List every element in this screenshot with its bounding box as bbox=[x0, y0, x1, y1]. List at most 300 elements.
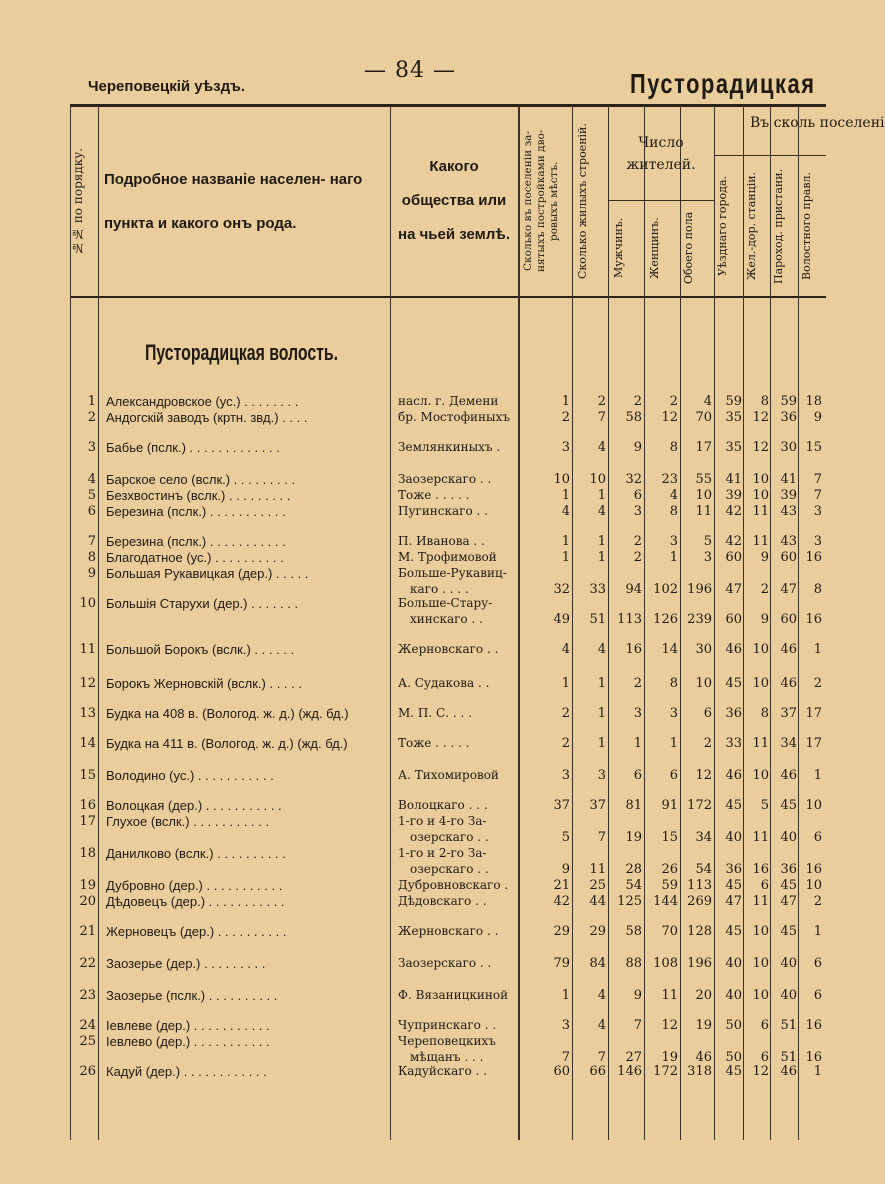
value-cell: 146 bbox=[617, 1064, 642, 1079]
value-cell: 10 bbox=[589, 472, 606, 487]
value-cell: 8 bbox=[760, 706, 769, 721]
value-cell: 8 bbox=[669, 504, 678, 519]
value-cell: 8 bbox=[669, 440, 678, 455]
distance-subrule bbox=[714, 155, 826, 156]
row-number: 10 bbox=[79, 596, 96, 611]
value-cell: 1 bbox=[561, 394, 570, 409]
value-cell: 59 bbox=[780, 394, 797, 409]
header-both: Обоего пола bbox=[682, 211, 695, 285]
place-name: Дубровно (дер.) . . . . . . . . . . . bbox=[106, 878, 283, 893]
row-number: 3 bbox=[87, 440, 96, 455]
value-cell: 6 bbox=[813, 956, 822, 971]
society-name: Чупринскаго . . bbox=[398, 1018, 497, 1032]
value-cell: 3 bbox=[561, 768, 570, 783]
value-cell: 26 bbox=[661, 862, 678, 877]
value-cell: 17 bbox=[695, 440, 712, 455]
value-cell: 126 bbox=[653, 612, 678, 627]
value-cell: 12 bbox=[695, 768, 712, 783]
value-cell: 43 bbox=[780, 534, 797, 549]
value-cell: 17 bbox=[805, 736, 822, 751]
value-cell: 45 bbox=[780, 924, 797, 939]
value-cell: 1 bbox=[597, 736, 606, 751]
value-cell: 1 bbox=[669, 550, 678, 565]
value-cell: 125 bbox=[617, 894, 642, 909]
column-line bbox=[770, 106, 771, 1140]
value-cell: 19 bbox=[695, 1018, 712, 1033]
place-name: Безхвостинъ (вслк.) . . . . . . . . . bbox=[106, 488, 291, 503]
residents-subrule bbox=[608, 200, 714, 201]
value-cell: 2 bbox=[633, 394, 642, 409]
society-name: Тоже . . . . . bbox=[398, 736, 470, 750]
value-cell: 2 bbox=[703, 736, 712, 751]
value-cell: 42 bbox=[725, 534, 742, 549]
society-name: 1-го и 4-го За- bbox=[398, 814, 487, 828]
value-cell: 1 bbox=[813, 924, 822, 939]
table-row bbox=[0, 534, 826, 550]
value-cell: 7 bbox=[561, 1050, 570, 1065]
value-cell: 12 bbox=[661, 410, 678, 425]
row-number: 5 bbox=[87, 488, 96, 503]
value-cell: 23 bbox=[661, 472, 678, 487]
value-cell: 40 bbox=[725, 830, 742, 845]
value-cell: 1 bbox=[813, 642, 822, 657]
value-cell: 45 bbox=[780, 878, 797, 893]
row-number: 26 bbox=[79, 1064, 96, 1079]
value-cell: 3 bbox=[703, 550, 712, 565]
value-cell: 7 bbox=[813, 472, 822, 487]
value-cell: 36 bbox=[780, 862, 797, 877]
table-row bbox=[0, 814, 826, 845]
value-cell: 4 bbox=[597, 642, 606, 657]
table-row bbox=[0, 706, 826, 722]
row-number: 6 bbox=[87, 504, 96, 519]
value-cell: 6 bbox=[633, 768, 642, 783]
value-cell: 1 bbox=[597, 706, 606, 721]
value-cell: 45 bbox=[725, 798, 742, 813]
value-cell: 10 bbox=[752, 768, 769, 783]
table-row bbox=[0, 1034, 826, 1065]
place-name: Березина (пслк.) . . . . . . . . . . . bbox=[106, 534, 286, 549]
table-row bbox=[0, 1064, 826, 1080]
value-cell: 41 bbox=[780, 472, 797, 487]
value-cell: 2 bbox=[633, 676, 642, 691]
value-cell: 60 bbox=[725, 550, 742, 565]
value-cell: 25 bbox=[589, 878, 606, 893]
value-cell: 6 bbox=[703, 706, 712, 721]
value-cell: 102 bbox=[653, 582, 678, 597]
value-cell: 70 bbox=[695, 410, 712, 425]
value-cell: 46 bbox=[780, 768, 797, 783]
value-cell: 1 bbox=[597, 534, 606, 549]
table-row bbox=[0, 440, 826, 456]
column-line bbox=[98, 106, 99, 1140]
value-cell: 15 bbox=[661, 830, 678, 845]
value-cell: 4 bbox=[597, 1018, 606, 1033]
value-cell: 2 bbox=[669, 394, 678, 409]
value-cell: 36 bbox=[780, 410, 797, 425]
society-name: насл. г. Демени bbox=[398, 394, 499, 408]
value-cell: 46 bbox=[725, 768, 742, 783]
value-cell: 4 bbox=[597, 440, 606, 455]
value-cell: 27 bbox=[625, 1050, 642, 1065]
value-cell: 46 bbox=[780, 642, 797, 657]
value-cell: 60 bbox=[553, 1064, 570, 1079]
value-cell: 9 bbox=[760, 550, 769, 565]
value-cell: 6 bbox=[760, 878, 769, 893]
value-cell: 3 bbox=[561, 440, 570, 455]
value-cell: 10 bbox=[752, 956, 769, 971]
society-name: Дѣдовскаго . . bbox=[398, 894, 487, 908]
value-cell: 2 bbox=[633, 550, 642, 565]
section-title: Пусторадицкая волость. bbox=[145, 340, 339, 365]
value-cell: 3 bbox=[669, 534, 678, 549]
value-cell: 16 bbox=[805, 550, 822, 565]
value-cell: 4 bbox=[597, 504, 606, 519]
value-cell: 8 bbox=[813, 582, 822, 597]
value-cell: 51 bbox=[780, 1018, 797, 1033]
value-cell: 3 bbox=[633, 504, 642, 519]
value-cell: 19 bbox=[661, 1050, 678, 1065]
value-cell: 39 bbox=[780, 488, 797, 503]
place-name: Большой Борокъ (вслк.) . . . . . . bbox=[106, 642, 295, 657]
value-cell: 6 bbox=[813, 988, 822, 1003]
column-line bbox=[714, 106, 715, 1140]
header-town: Уѣзднаго города. bbox=[716, 176, 729, 277]
society-name: Волоцкаго . . . bbox=[398, 798, 488, 812]
value-cell: 11 bbox=[752, 830, 769, 845]
place-name: Іевлеве (дер.) . . . . . . . . . . . bbox=[106, 1018, 270, 1033]
value-cell: 30 bbox=[780, 440, 797, 455]
place-name: Данилково (вслк.) . . . . . . . . . . bbox=[106, 846, 286, 861]
society-name: Череповецкихъ bbox=[398, 1034, 496, 1048]
place-name: Іевлево (дер.) . . . . . . . . . . . bbox=[106, 1034, 270, 1049]
place-name: Заозерье (дер.) . . . . . . . . . bbox=[106, 956, 266, 971]
value-cell: 1 bbox=[561, 488, 570, 503]
value-cell: 4 bbox=[561, 642, 570, 657]
value-cell: 15 bbox=[805, 440, 822, 455]
value-cell: 239 bbox=[687, 612, 712, 627]
value-cell: 19 bbox=[625, 830, 642, 845]
header-women: Женщинъ. bbox=[648, 217, 661, 279]
value-cell: 46 bbox=[695, 1050, 712, 1065]
table-row bbox=[0, 472, 826, 488]
value-cell: 11 bbox=[589, 862, 606, 877]
value-cell: 6 bbox=[633, 488, 642, 503]
value-cell: 59 bbox=[725, 394, 742, 409]
value-cell: 45 bbox=[725, 676, 742, 691]
society-name: Кадуйскаго . . bbox=[398, 1064, 488, 1078]
value-cell: 2 bbox=[813, 676, 822, 691]
value-cell: 4 bbox=[669, 488, 678, 503]
value-cell: 21 bbox=[553, 878, 570, 893]
value-cell: 5 bbox=[703, 534, 712, 549]
column-line bbox=[680, 106, 681, 1140]
value-cell: 8 bbox=[760, 394, 769, 409]
value-cell: 84 bbox=[589, 956, 606, 971]
society-name: А. Судакова . . bbox=[398, 676, 490, 690]
value-cell: 1 bbox=[633, 736, 642, 751]
value-cell: 7 bbox=[597, 1050, 606, 1065]
value-cell: 41 bbox=[725, 472, 742, 487]
value-cell: 10 bbox=[752, 472, 769, 487]
value-cell: 128 bbox=[687, 924, 712, 939]
district-title: Череповецкій уѣздъ. bbox=[88, 78, 246, 95]
value-cell: 2 bbox=[561, 410, 570, 425]
value-cell: 12 bbox=[661, 1018, 678, 1033]
value-cell: 45 bbox=[725, 1064, 742, 1079]
table-row bbox=[0, 924, 826, 940]
row-number: 23 bbox=[79, 988, 96, 1003]
value-cell: 51 bbox=[589, 612, 606, 627]
table-row bbox=[0, 894, 826, 910]
value-cell: 1 bbox=[813, 768, 822, 783]
value-cell: 28 bbox=[625, 862, 642, 877]
header-rail: Жел.-дор. станціи. bbox=[745, 171, 758, 281]
value-cell: 9 bbox=[561, 862, 570, 877]
value-cell: 10 bbox=[695, 488, 712, 503]
table-row bbox=[0, 488, 826, 504]
value-cell: 10 bbox=[752, 924, 769, 939]
place-name: Дѣдовецъ (дер.) . . . . . . . . . . . bbox=[106, 894, 285, 909]
value-cell: 39 bbox=[725, 488, 742, 503]
row-number: 14 bbox=[79, 736, 96, 751]
society-name: Землянкиныхъ . bbox=[398, 440, 501, 454]
society-name-continued: озерскаго . . bbox=[410, 862, 489, 876]
value-cell: 9 bbox=[813, 410, 822, 425]
value-cell: 12 bbox=[752, 1064, 769, 1079]
value-cell: 60 bbox=[780, 550, 797, 565]
table-row bbox=[0, 846, 826, 877]
society-name: Пугинскаго . . bbox=[398, 504, 488, 518]
table-row bbox=[0, 676, 826, 692]
value-cell: 37 bbox=[780, 706, 797, 721]
value-cell: 18 bbox=[805, 394, 822, 409]
value-cell: 10 bbox=[752, 676, 769, 691]
column-line bbox=[390, 106, 391, 1140]
row-number: 4 bbox=[87, 472, 96, 487]
table-row bbox=[0, 550, 826, 566]
row-number: 24 bbox=[79, 1018, 96, 1033]
row-number: 16 bbox=[79, 798, 96, 813]
society-name-continued: хинскаго . . bbox=[410, 612, 483, 626]
table-row bbox=[0, 394, 826, 410]
value-cell: 9 bbox=[633, 988, 642, 1003]
society-name: 1-го и 2-го За- bbox=[398, 846, 487, 860]
value-cell: 33 bbox=[589, 582, 606, 597]
value-cell: 40 bbox=[780, 988, 797, 1003]
table-row bbox=[0, 736, 826, 752]
table-row bbox=[0, 798, 826, 814]
header-residents: Число жителей. bbox=[626, 135, 696, 173]
row-number: 8 bbox=[87, 550, 96, 565]
value-cell: 9 bbox=[760, 612, 769, 627]
value-cell: 34 bbox=[695, 830, 712, 845]
value-cell: 144 bbox=[653, 894, 678, 909]
value-cell: 45 bbox=[780, 798, 797, 813]
value-cell: 7 bbox=[597, 410, 606, 425]
value-cell: 8 bbox=[669, 676, 678, 691]
value-cell: 16 bbox=[805, 1018, 822, 1033]
value-cell: 2 bbox=[633, 534, 642, 549]
society-name: М. П. С. . . . bbox=[398, 706, 472, 720]
value-cell: 47 bbox=[780, 582, 797, 597]
place-name: Кадуй (дер.) . . . . . . . . . . . . bbox=[106, 1064, 267, 1079]
value-cell: 10 bbox=[805, 798, 822, 813]
value-cell: 34 bbox=[780, 736, 797, 751]
society-name: Больше-Рукавиц- bbox=[398, 566, 507, 580]
society-name: Тоже . . . . . bbox=[398, 488, 470, 502]
value-cell: 2 bbox=[760, 582, 769, 597]
society-name: Жерновскаго . . bbox=[398, 924, 499, 938]
row-number: 21 bbox=[79, 924, 96, 939]
society-name: П. Иванова . . bbox=[398, 534, 485, 548]
value-cell: 47 bbox=[780, 894, 797, 909]
top-rule bbox=[70, 104, 826, 107]
value-cell: 36 bbox=[725, 862, 742, 877]
row-number: 25 bbox=[79, 1034, 96, 1049]
place-name: Большая Рукавицкая (дер.) . . . . . bbox=[106, 566, 309, 581]
value-cell: 6 bbox=[760, 1018, 769, 1033]
value-cell: 196 bbox=[687, 582, 712, 597]
place-name: Борокъ Жерновскій (вслк.) . . . . . bbox=[106, 676, 302, 691]
value-cell: 32 bbox=[625, 472, 642, 487]
header-pier: Пароход. пристани. bbox=[772, 168, 785, 284]
value-cell: 66 bbox=[589, 1064, 606, 1079]
value-cell: 10 bbox=[695, 676, 712, 691]
value-cell: 58 bbox=[625, 924, 642, 939]
value-cell: 59 bbox=[661, 878, 678, 893]
society-name: М. Трофимовой bbox=[398, 550, 497, 564]
column-line bbox=[572, 106, 573, 1140]
value-cell: 2 bbox=[597, 394, 606, 409]
place-name: Володино (ус.) . . . . . . . . . . . bbox=[106, 768, 274, 783]
value-cell: 81 bbox=[625, 798, 642, 813]
value-cell: 11 bbox=[752, 504, 769, 519]
place-name: Андогскій заводъ (кртн. звд.) . . . . bbox=[106, 410, 308, 425]
value-cell: 6 bbox=[669, 768, 678, 783]
value-cell: 47 bbox=[725, 582, 742, 597]
table-row bbox=[0, 956, 826, 972]
value-cell: 46 bbox=[780, 676, 797, 691]
place-name: Волоцкая (дер.) . . . . . . . . . . . bbox=[106, 798, 282, 813]
value-cell: 2 bbox=[561, 706, 570, 721]
column-line bbox=[608, 106, 609, 1140]
row-number: 15 bbox=[79, 768, 96, 783]
column-line bbox=[644, 106, 645, 1140]
header-buildings: Сколько жилыхъ строеній. bbox=[576, 123, 589, 279]
value-cell: 40 bbox=[780, 956, 797, 971]
value-cell: 58 bbox=[625, 410, 642, 425]
value-cell: 9 bbox=[633, 440, 642, 455]
place-name: Жерновецъ (дер.) . . . . . . . . . . bbox=[106, 924, 287, 939]
value-cell: 12 bbox=[752, 440, 769, 455]
row-number: 19 bbox=[79, 878, 96, 893]
value-cell: 46 bbox=[725, 642, 742, 657]
value-cell: 172 bbox=[653, 1064, 678, 1079]
place-name: Глухое (вслк.) . . . . . . . . . . . bbox=[106, 814, 270, 829]
value-cell: 16 bbox=[805, 862, 822, 877]
place-name: Бабье (пслк.) . . . . . . . . . . . . . bbox=[106, 440, 280, 455]
value-cell: 3 bbox=[813, 504, 822, 519]
value-cell: 91 bbox=[661, 798, 678, 813]
value-cell: 60 bbox=[725, 612, 742, 627]
row-number: 13 bbox=[79, 706, 96, 721]
value-cell: 55 bbox=[695, 472, 712, 487]
society-name: Заозерскаго . . bbox=[398, 956, 492, 970]
header-men: Мужчинъ. bbox=[612, 217, 625, 279]
table-row bbox=[0, 878, 826, 894]
value-cell: 50 bbox=[725, 1018, 742, 1033]
table-row bbox=[0, 504, 826, 520]
value-cell: 40 bbox=[725, 988, 742, 1003]
society-name: Ф. Вязаницкиной bbox=[398, 988, 509, 1002]
value-cell: 2 bbox=[561, 736, 570, 751]
value-cell: 44 bbox=[589, 894, 606, 909]
value-cell: 7 bbox=[633, 1018, 642, 1033]
value-cell: 7 bbox=[597, 830, 606, 845]
value-cell: 4 bbox=[597, 988, 606, 1003]
table-row bbox=[0, 566, 826, 597]
value-cell: 16 bbox=[625, 642, 642, 657]
value-cell: 46 bbox=[780, 1064, 797, 1079]
table-row bbox=[0, 988, 826, 1004]
page-number: — 84 — bbox=[364, 58, 456, 83]
row-number: 1 bbox=[87, 394, 96, 409]
value-cell: 11 bbox=[752, 534, 769, 549]
header-settlement-count: Сколько въ поселеніи за- нятыхъ постройками дво- ровыхъ мѣстъ. bbox=[522, 129, 560, 273]
column-line bbox=[70, 106, 71, 1140]
header-name: Подробное названіе населен- наго пункта и какого онъ рода. bbox=[104, 171, 363, 232]
value-cell: 10 bbox=[752, 488, 769, 503]
header-rule bbox=[70, 296, 826, 298]
table-row bbox=[0, 596, 826, 627]
value-cell: 1 bbox=[561, 534, 570, 549]
value-cell: 10 bbox=[805, 878, 822, 893]
value-cell: 4 bbox=[703, 394, 712, 409]
header-society: Какого общества или на чьей землѣ. bbox=[398, 158, 510, 243]
value-cell: 40 bbox=[725, 956, 742, 971]
value-cell: 3 bbox=[813, 534, 822, 549]
society-name: А. Тихомировой bbox=[398, 768, 499, 782]
value-cell: 54 bbox=[625, 878, 642, 893]
value-cell: 36 bbox=[725, 706, 742, 721]
value-cell: 5 bbox=[760, 798, 769, 813]
value-cell: 42 bbox=[725, 504, 742, 519]
value-cell: 1 bbox=[597, 550, 606, 565]
value-cell: 108 bbox=[653, 956, 678, 971]
value-cell: 1 bbox=[597, 488, 606, 503]
value-cell: 88 bbox=[625, 956, 642, 971]
value-cell: 32 bbox=[553, 582, 570, 597]
column-line bbox=[743, 106, 744, 1140]
value-cell: 1 bbox=[669, 736, 678, 751]
row-number: 12 bbox=[79, 676, 96, 691]
table-row bbox=[0, 1018, 826, 1034]
value-cell: 54 bbox=[695, 862, 712, 877]
volost-heading: Пусторадицкая bbox=[630, 68, 816, 99]
header-volost-board: Волостного правл. bbox=[800, 172, 813, 281]
value-cell: 35 bbox=[725, 440, 742, 455]
value-cell: 70 bbox=[661, 924, 678, 939]
value-cell: 3 bbox=[561, 1018, 570, 1033]
value-cell: 11 bbox=[752, 894, 769, 909]
value-cell: 14 bbox=[661, 642, 678, 657]
value-cell: 16 bbox=[752, 862, 769, 877]
value-cell: 5 bbox=[561, 830, 570, 845]
place-name: Заозерье (пслк.) . . . . . . . . . . bbox=[106, 988, 278, 1003]
value-cell: 45 bbox=[725, 878, 742, 893]
value-cell: 2 bbox=[813, 894, 822, 909]
